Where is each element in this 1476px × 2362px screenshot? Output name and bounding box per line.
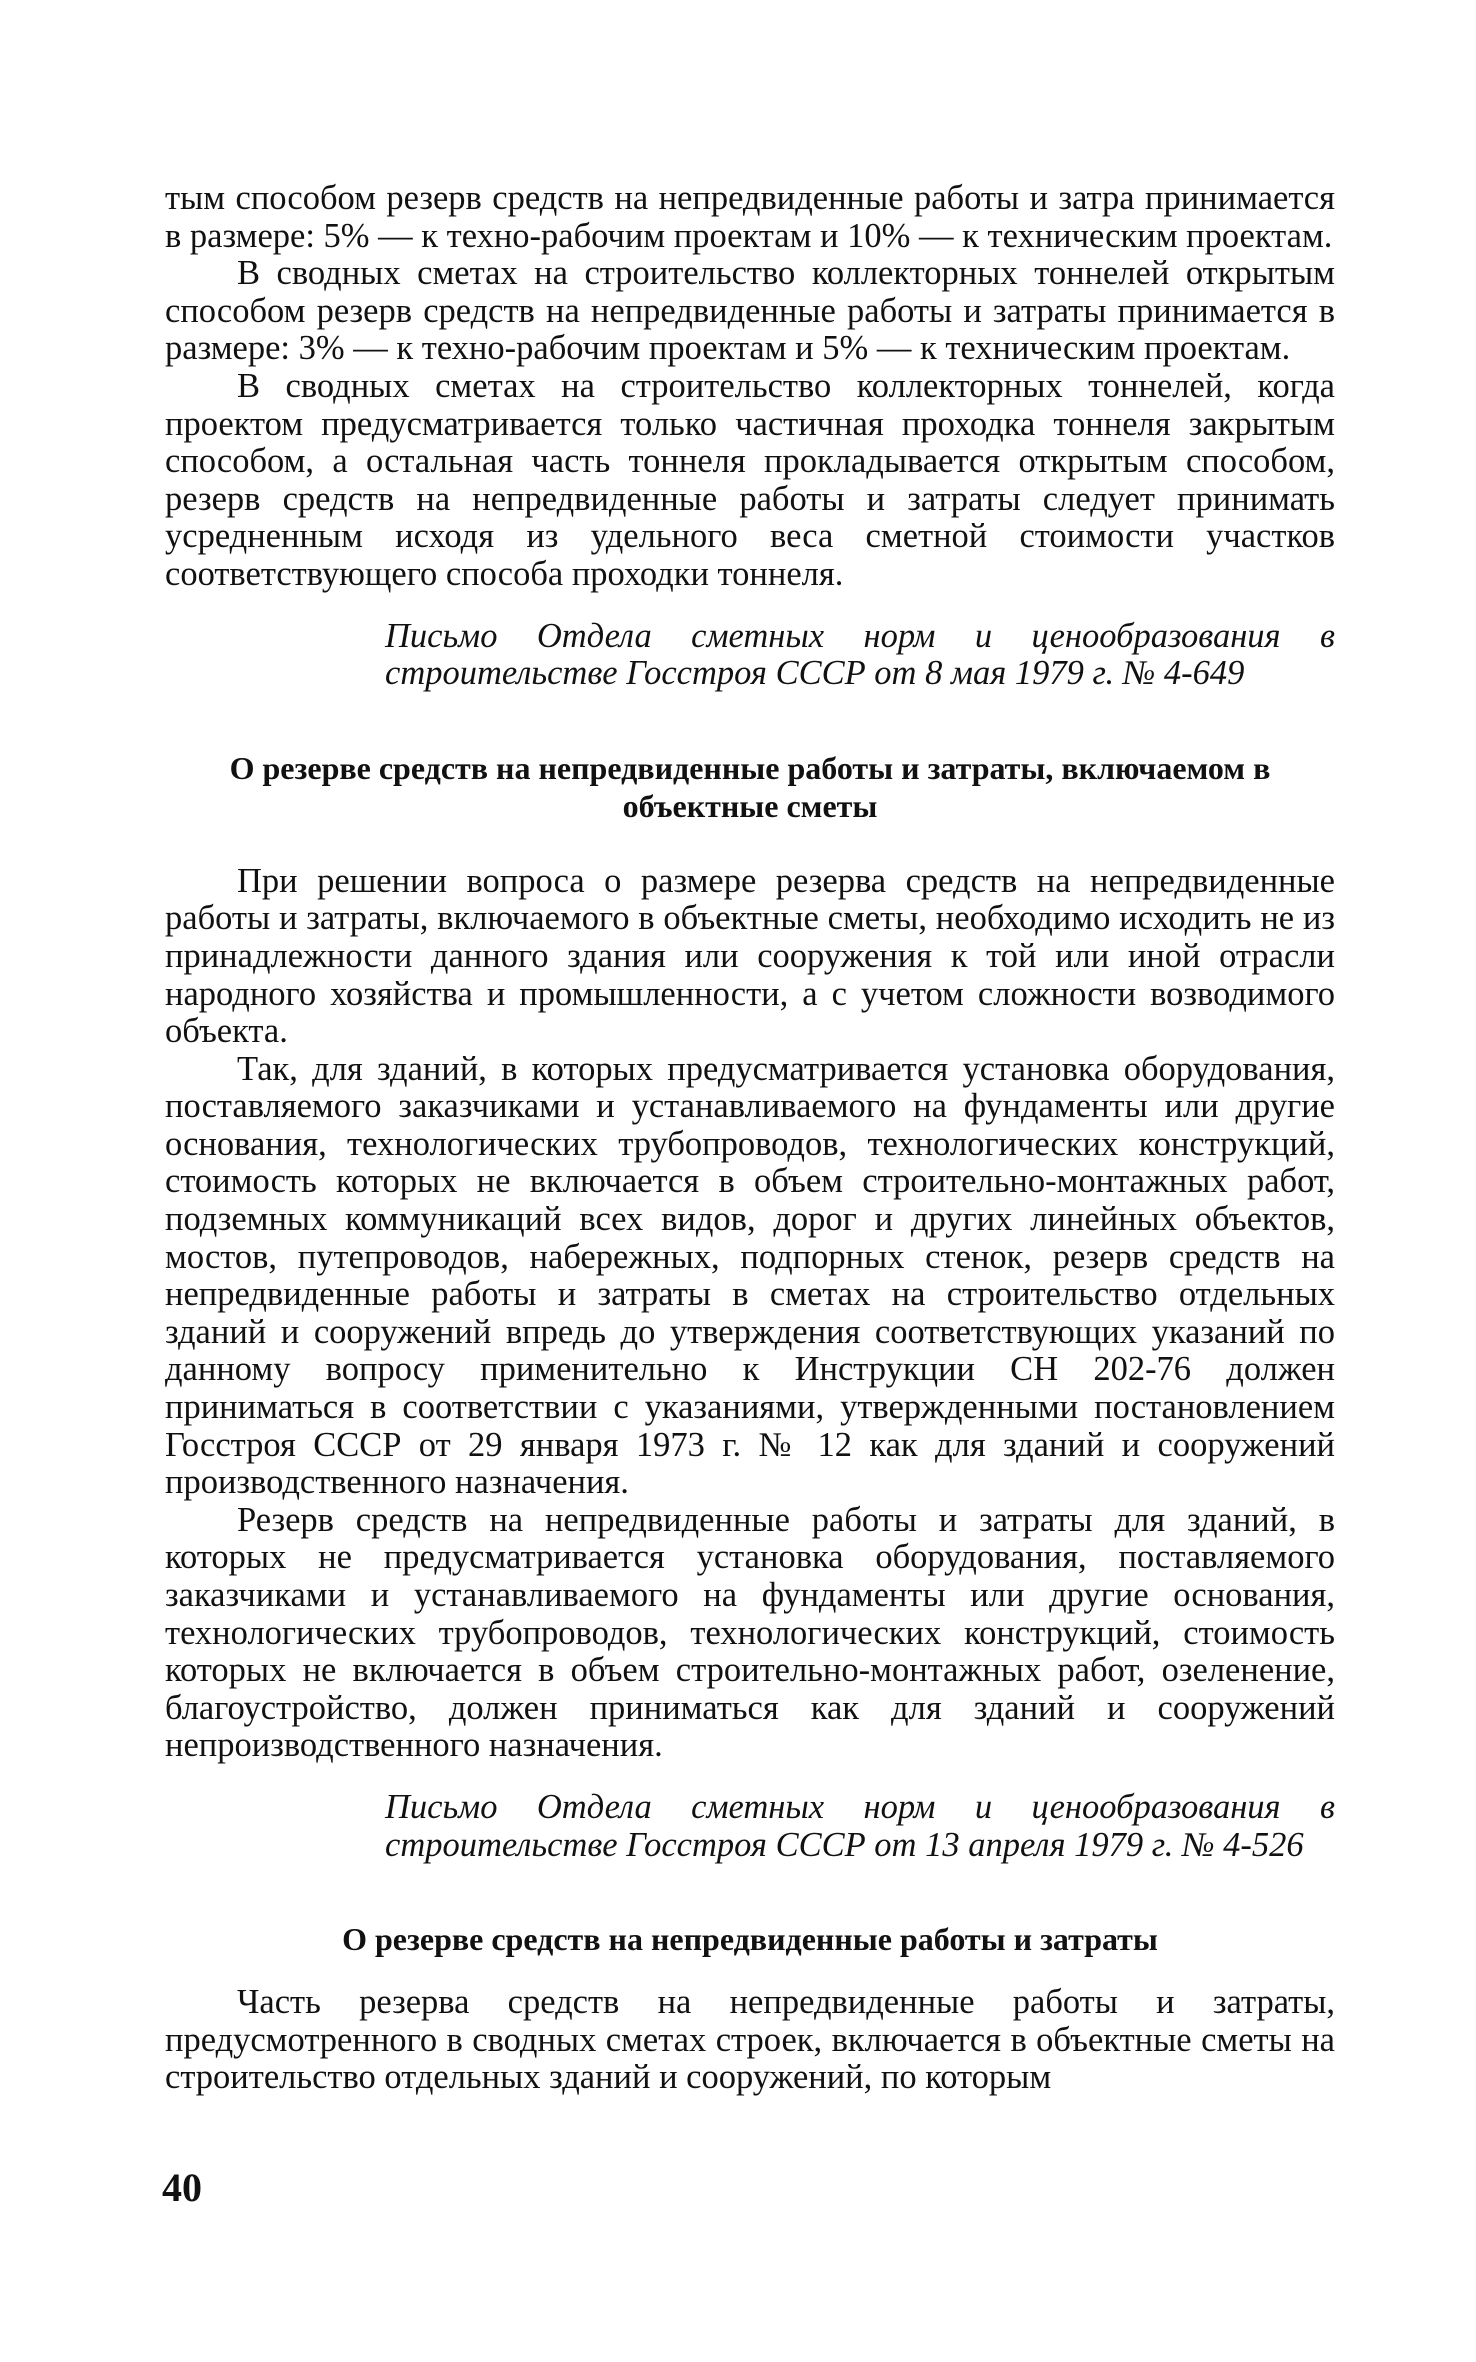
paragraph-mixed-method: В сводных сметах на строительство коллекторных тоннелей, когда проектом предусматривается только частичная проходка тоннеля закрытым способом, а остальная часть тоннеля прокладывается открытым способом, резерв средств на непредвиденные работы и затраты следует принимать усредненным исходя из удельного веса сметной стоимости участков соответствующего способа проходки тоннеля. — [165, 366, 1335, 593]
paragraph-open-method: В сводных сметах на строительство коллекторных тоннелей открытым способом резерв средств на непредвиденные работы и затраты принимается в размере: 3% — к техно-рабочим проектам и 5% — к техническим проектам. — [165, 254, 1335, 368]
paragraph-non-production-buildings: Резерв средств на непредвиденные работы и затраты для зданий, в которых не предусматривается установка оборудования, поставляемого заказчиками и устанавливаемого на фундаменты или другие основания, технологических трубопроводов, технологических конструкций, стоимость которых не включается в объем строительно-монтажных работ, озеленение, благоустройство, должен приниматься как для зданий и сооружений непроизводственного назначения. — [165, 1500, 1335, 1765]
paragraph-production-buildings: Так, для зданий, в которых предусматривается установка оборудования, поставляемого заказчиками и устанавливаемого на фундаменты или другие основания, технологических трубопроводов, технологических конструкций, стоимость которых не включается в объем строительно-монтажных работ, подземных коммуникаций всех видов, дорог и других линейных объектов, мостов, путепроводов, набережных, подпорных стенок, резерв средств на непредвиденные работы и затраты в сметах на строительство отдельных зданий и сооружений впредь до утверждения соответствующих указаний по данному вопросу применительно к Инструкции СН 202-76 должен приниматься в соответствии с указаниями, утвержденными постановлением Госстроя СССР от 29 января 1973 г. № 12 как для зданий и сооружений производственного назначения. — [165, 1049, 1335, 1502]
source-reference-letter-4-649: Письмо Отдела сметных норм и ценообразования в строительстве Госстроя СССР от 8 мая 1979 г. № 4-649 — [385, 616, 1335, 693]
document-page — [165, 180, 1335, 2097]
section-heading-object-estimates: О резерве средств на непредвиденные работы и затраты, включаемом в объектные сметы — [229, 749, 1271, 824]
paragraph-reserve-size: При решении вопроса о размере резерва средств на непредвиденные работы и затраты, включаемого в объектные сметы, необходимо исходить не из принадлежности данного здания или сооружения к той или иной отрасли народного хозяйства и промышленности, а с учетом сложности возводимого объекта. — [165, 861, 1335, 1051]
source-reference-letter-4-526: Письмо Отдела сметных норм и ценообразования в строительстве Госстроя СССР от 13 апреля 1979 г. № 4-526 — [385, 1787, 1335, 1864]
page-number: 40 — [162, 2165, 202, 2210]
section-heading-reserve: О резерве средств на непредвиденные работы и затраты — [342, 1921, 1158, 1958]
paragraph-reserve-part: Часть резерва средств на непредвиденные работы и затраты, предусмотренного в сводных сметах строек, включается в объектные сметы на строительство отдельных зданий и сооружений, по которым — [165, 1983, 1335, 2097]
paragraph-continuation: тым способом резерв средств на непредвиденные работы и затра принимается в размере: 5% — к техно-рабочим проектам и 10% — к техническим проектам. — [165, 179, 1335, 255]
